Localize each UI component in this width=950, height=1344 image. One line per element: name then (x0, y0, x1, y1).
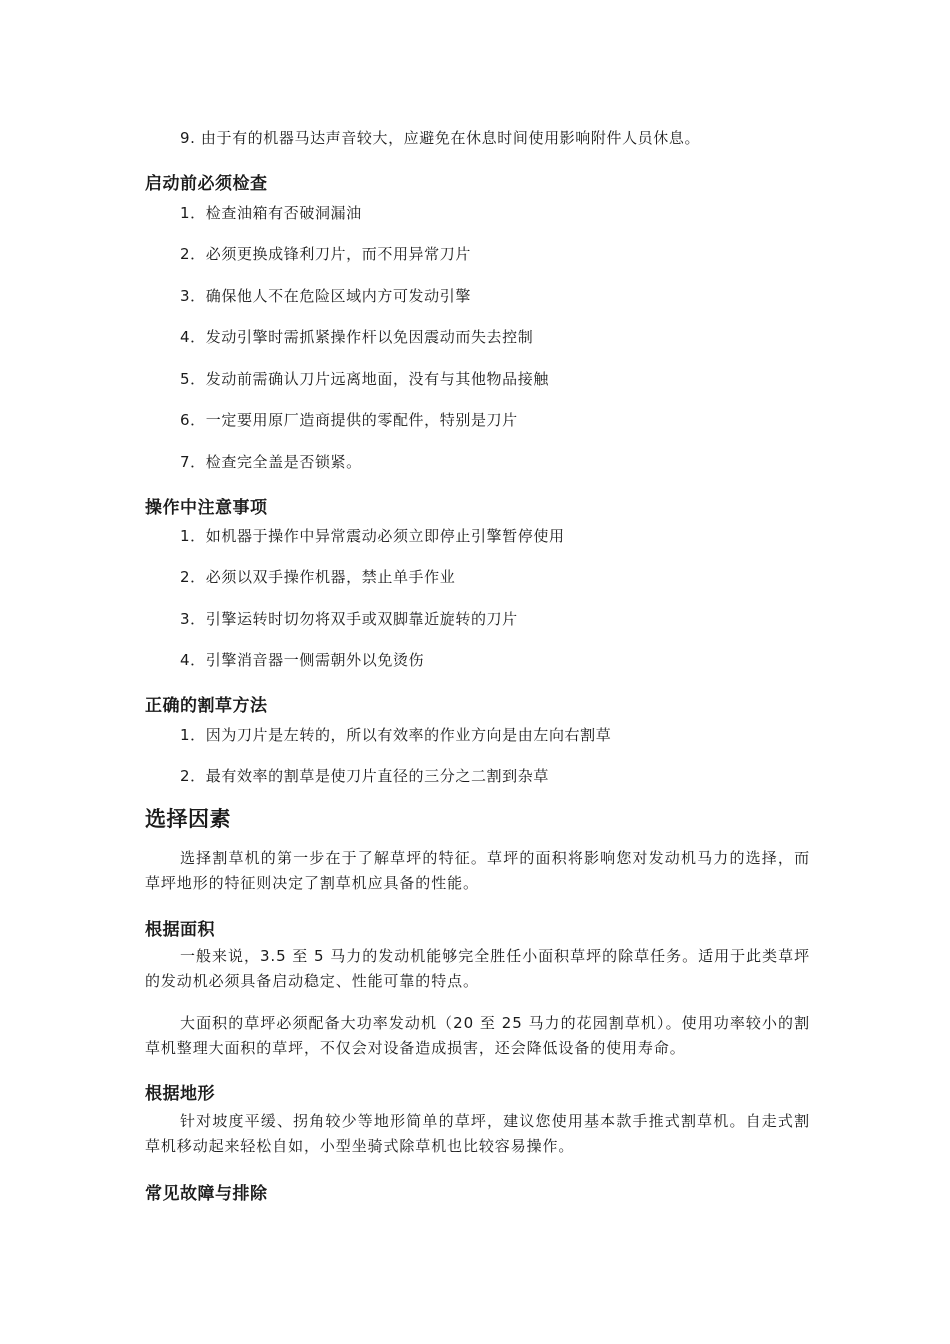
operation-heading: 操作中注意事项 (145, 498, 268, 518)
by-area-paragraph: 大面积的草坪必须配备大功率发动机（20 至 25 马力的花园割草机）。使用功率较小的割草机整理大面积的草坪，不仅会对设备造成损害，还会降低设备的使用寿命。 (145, 1014, 810, 1057)
troubleshooting-heading: 常见故障与排除 (145, 1184, 268, 1204)
selection-paragraph: 选择割草机的第一步在于了解草坪的特征。草坪的面积将影响您对发动机马力的选择，而草坪地形的特征则决定了割草机应具备的性能。 (145, 849, 810, 892)
selection-heading: 选择因素 (145, 807, 231, 831)
pre-start-item: 5．发动前需确认刀片远离地面，没有与其他物品接触 (180, 370, 549, 388)
intro-list-item: 9. 由于有的机器马达声音较大，应避免在休息时间使用影响附件人员休息。 (180, 129, 701, 147)
pre-start-item: 7．检查完全盖是否锁紧。 (180, 453, 362, 471)
operation-item: 3．引擎运转时切勿将双手或双脚靠近旋转的刀片 (180, 610, 518, 628)
by-area-paragraph: 一般来说，3.5 至 5 马力的发动机能够完全胜任小面积草坪的除草任务。适用于此类草坪的发动机必须具备启动稳定、性能可靠的特点。 (145, 947, 810, 990)
pre-start-item: 2．必须更换成锋利刀片，而不用异常刀片 (180, 245, 471, 263)
operation-item: 2．必须以双手操作机器，禁止单手作业 (180, 568, 456, 586)
pre-start-heading: 启动前必须检查 (145, 174, 268, 194)
operation-item: 4．引擎消音器一侧需朝外以免烫伤 (180, 651, 425, 669)
pre-start-item: 1．检查油箱有否破洞漏油 (180, 204, 362, 222)
by-area-heading: 根据面积 (145, 920, 215, 940)
operation-item: 1．如机器于操作中异常震动必须立即停止引擎暂停使用 (180, 527, 565, 545)
pre-start-item: 3．确保他人不在危险区域内方可发动引擎 (180, 287, 471, 305)
method-item: 2．最有效率的割草是使刀片直径的三分之二割到杂草 (180, 767, 549, 785)
method-item: 1．因为刀片是左转的，所以有效率的作业方向是由左向右割草 (180, 726, 612, 744)
by-terrain-paragraph: 针对坡度平缓、拐角较少等地形简单的草坪，建议您使用基本款手推式割草机。自走式割草机移动起来轻松自如，小型坐骑式除草机也比较容易操作。 (145, 1112, 810, 1155)
pre-start-item: 6．一定要用原厂造商提供的零配件，特别是刀片 (180, 411, 518, 429)
pre-start-item: 4．发动引擎时需抓紧操作杆以免因震动而失去控制 (180, 328, 534, 346)
method-heading: 正确的割草方法 (145, 696, 268, 716)
by-terrain-heading: 根据地形 (145, 1084, 215, 1104)
